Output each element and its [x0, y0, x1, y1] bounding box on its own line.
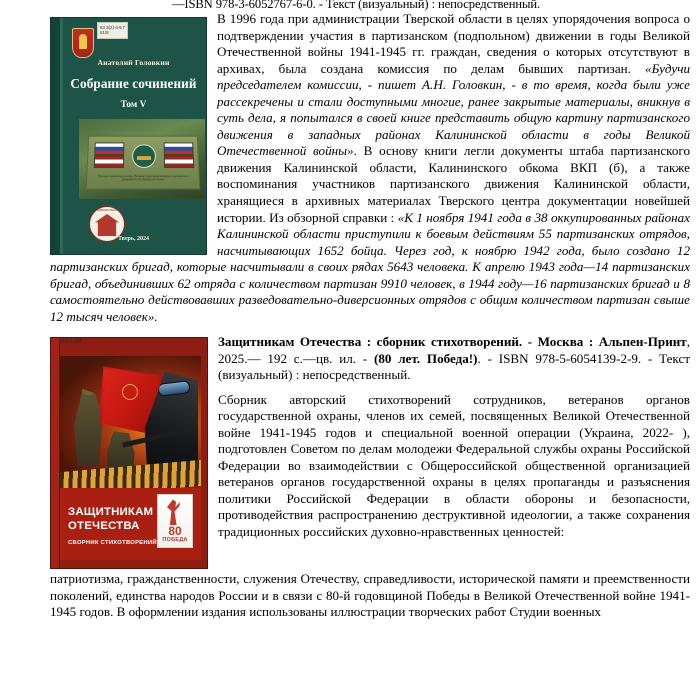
- cover-photograph: [79, 119, 205, 199]
- cover-volume: Том V: [120, 100, 147, 110]
- hammer-sickle-icon: [122, 384, 138, 400]
- run-italic-quote-2: «К 1 ноября 1941 года в 38 оккупированных районах Калининской области приступили к боевым действиям 55 партизанских отрядов, насчитывающих 1652 бойца. Через год, к ноябрю 1942 года, было создано 12 партизанских бригад, которые насчитывали в своих рядах 5643 человека. К апрелю 1943 года—14 партизанских бригад, объединивших 62 отряда с количеством партизан 9910 человек, в 1944 году—16 партизанских бригад и 8 самостоятельно действовавших разведовательно-диверсионных отрядов с общим количеством партизан свыше 12 тысяч человек».: [50, 209, 690, 324]
- cover-call-mark: 63 3-80: [61, 339, 82, 346]
- isbn-top-line: —ISBN 978-3-6052767-6-0. - Текст (визуальный) : непосредственный.: [171, 0, 541, 11]
- badge-word: ПОБЕДА: [162, 537, 188, 544]
- tver-coat-of-arms-icon: [72, 28, 94, 58]
- book-cover-2: [50, 337, 208, 569]
- library-call-number-label: 63 3(2)-4-5 Г 61/5: [97, 22, 128, 39]
- run-italic-quote-1: «Будучи председателем комиссии, - пишет А.Н. Головкин, - в то время, когда были уже рассекречены и стали доступными многие, ранее закрытые материалы, вникнув в суть дела, я попытался в своей книге представить общую картину партизанского движения в западных районах Калининской области в годы Великой Отечественной войны»: [217, 60, 690, 159]
- russia-flag-icon: [94, 142, 124, 155]
- cover-title-line-2: ОТЕЧЕСТВА: [68, 519, 140, 532]
- cover-author: Анатолий Головкин: [97, 58, 170, 67]
- cover-title-line-1: ЗАЩИТНИКАМ: [68, 506, 154, 519]
- heading-run-normal-2: . - ISBN 978-5-6054139-2-9. - Текст (визуальный) : непосредственный.: [218, 350, 690, 383]
- run-normal-2: . В основу книги легли документы штаба партизанского движения Калининской области, Калининского обкома ВКП (б), а также воспоминания участников партизанского движения Калининской области, хранящиеся в архивных материалах Тверского центра документации новейшей истории. Из обзорной справки :: [217, 143, 691, 225]
- book-cover-2-image: [50, 337, 208, 569]
- cover-title: [68, 506, 160, 533]
- flags-group: [92, 142, 195, 168]
- cover-imprint: Тверь, 2024: [117, 236, 150, 242]
- motherland-statue-icon: [167, 499, 180, 525]
- cover-title-block: [60, 488, 201, 560]
- heading-run-normal-1: , 2025.— 192 с.—цв. ил. -: [218, 334, 690, 366]
- cover-subtitle: СБОРНИК СТИХОТВОРЕНИЙ: [68, 540, 157, 547]
- latvia-flag-icon: [94, 155, 124, 168]
- book-cover-1-image: [50, 17, 207, 255]
- cover-title: Собрание сочинений: [70, 76, 197, 91]
- section-gap: [50, 325, 690, 334]
- russia-flag-icon: [164, 142, 194, 155]
- goggles-icon: [157, 380, 190, 397]
- entry-2-body: Сборник авторский стихотворений сотрудников, ветеранов органов государственной охраны, членов их семей, посвященных Великой Отечественной войне 1941-1945 годов и специальной военной операции (Украина, 2022- ), подготовлен Советом по делам молодежи Федеральной службы охраны Российской Федерации во взаимодействии с Общероссийской общественной организацией ветеранов органов государственной охраны в целях пропаганды и разъяснения политики Российской Федерации в области обороны и безопасности, противодействия распространению деструктивной идеологии, а также сохранения традиционных российских духовно-нравственных ценностей:: [218, 391, 690, 539]
- entry-2-body-continued: патриотизма, гражданственности, служения Отечеству, справедливости, исторической памяти и преемственности поколений, единства народов России и в связи с 80-й годовщиной Победы в Великой Отечественной войне 1941-1945 годов. В оформлении издания использованы иллюстрации творческих работ Студии военных: [50, 571, 690, 620]
- badge-number: 80: [168, 524, 182, 539]
- book-spine: [51, 338, 60, 568]
- library-stamp-label: БИБЛИОТЕКА: [96, 208, 118, 212]
- heading-run-bold-2: (80 лет. Победа!): [373, 350, 478, 366]
- heading-run-bold-1: Защитникам Отечества : сборник стихотворений. - Москва : Альпен-Принт: [218, 334, 687, 350]
- memorial-seal-icon: [132, 144, 156, 168]
- latvia-flag-icon: [164, 155, 194, 168]
- soldier-left-figure: [74, 389, 102, 467]
- book-cover-1: [50, 17, 207, 255]
- book-spine-highlight: [60, 18, 63, 254]
- run-normal: В 1996 года при администрации Тверской области в целях упорядочения вопроса о подтверждении участия в партизанском (подпольном) движении в годы Великой Отечественной войны 1941-1945 гг. граждан, сведения о которых отсутствуют в архивах, была создана комиссия по делам бывших партизан.: [217, 11, 690, 76]
- plaque-caption: Мемориал памяти жертв войны, Великой Отечественной войны и партизанского движения России, Беларуси и Латвии: [97, 175, 189, 182]
- library-stamp-figure: [95, 214, 119, 236]
- victory-80-badge: [157, 494, 193, 548]
- memorial-plaque: [86, 136, 201, 190]
